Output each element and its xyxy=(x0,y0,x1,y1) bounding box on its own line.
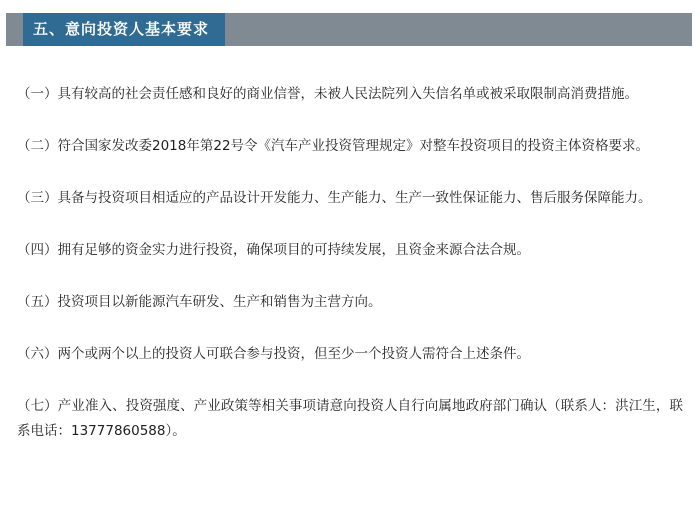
requirement-item-3: （三）具备与投资项目相适应的产品设计开发能力、生产能力、生产一致性保证能力、售后服务保障能力。 xyxy=(17,190,652,206)
requirements-list xyxy=(17,82,683,444)
requirement-item-5: （五）投资项目以新能源汽车研发、生产和销售为主营方向。 xyxy=(17,294,382,310)
requirement-item-7: （七）产业准入、投资强度、产业政策等相关事项请意向投资人自行向属地政府部门确认（联系人：洪江生，联系电话：13777860588）。 xyxy=(17,398,683,439)
requirement-item-2: （二）符合国家发改委2018年第22号令《汽车产业投资管理规定》对整车投资项目的投资主体资格要求。 xyxy=(17,138,650,154)
requirement-item-1: （一）具有较高的社会责任感和良好的商业信誉，未被人民法院列入失信名单或被采取限制高消费措施。 xyxy=(17,86,638,102)
requirement-item-4: （四）拥有足够的资金实力进行投资，确保项目的可持续发展，且资金来源合法合规。 xyxy=(17,242,530,258)
requirement-item-6: （六）两个或两个以上的投资人可联合参与投资，但至少一个投资人需符合上述条件。 xyxy=(17,346,530,362)
section-title: 五、意向投资人基本要求 xyxy=(23,13,225,46)
section-header-bar xyxy=(6,13,692,46)
